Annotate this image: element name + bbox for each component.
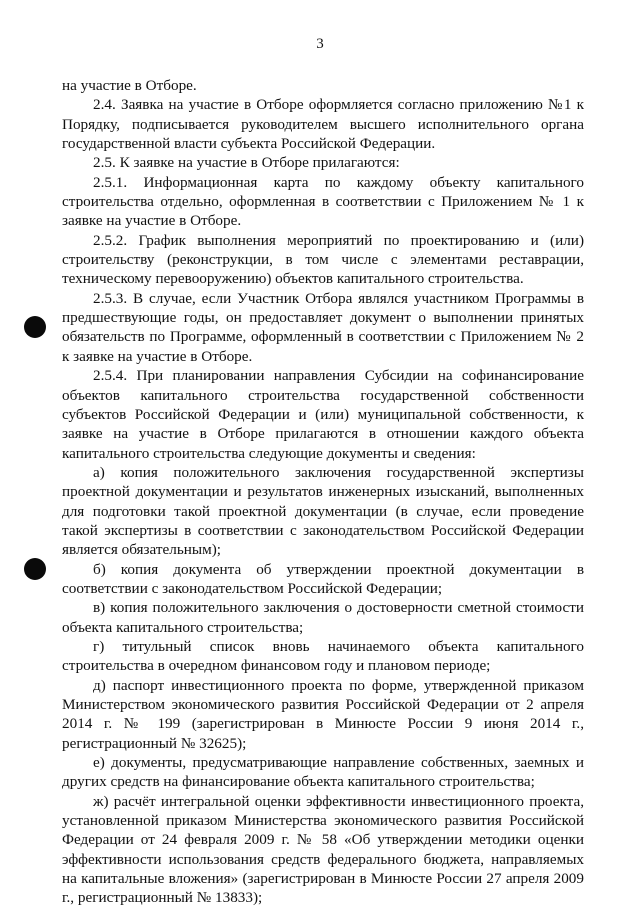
list-item-v: в) копия положительного заключения о достоверности сметной стоимости объекта капитального строительства; xyxy=(62,599,584,636)
page-number: 3 xyxy=(316,36,324,52)
list-item-a: а) копия положительного заключения государственной экспертизы проектной документации и результатов инженерных изысканий, выполненных для подготовки такой проектной документации (в случае, если проведение такой экспертизы в соответствии с законодательством Российской Федерации является обязательным); xyxy=(62,463,584,559)
list-item-b: б) копия документа об утверждении проектной документации в соответствии с законодательством Российской Федерации; xyxy=(62,560,584,597)
list-item-g: г) титульный список вновь начинаемого объекта капитального строительства в очередном финансовом году и плановом периоде; xyxy=(62,637,584,675)
list-item-d: д) паспорт инвестиционного проекта по форме, утвержденной приказом Министерством экономического развития Российской Федерации от 2 апреля 2014 г. № 199 (зарегистрирован в Минюсте России 9 июня 2014 г., регистрационный № 32625); xyxy=(62,676,584,752)
paragraph-2-5-2: 2.5.2. График выполнения мероприятий по проектированию и (или) строительству (реконструкции, в том числе с элементами реставрации, техническому перевооружению) объектов капитального строительства. xyxy=(62,231,584,288)
paragraph-continuation: на участие в Отборе. xyxy=(62,77,197,94)
list-item-zh: ж) расчёт интегральной оценки эффективности инвестиционного проекта, установленной приказом Министерства экономического развития Российской Федерации от 24 февраля 2009 г. № 58 «Об утверждении методики оценки эффективности использования средств федерального бюджета, направляемых на капитальные вложения» (зарегистрирован в Минюсте России 27 апреля 2009 г., регистрационный № 13833); xyxy=(62,792,584,907)
paragraph-2-5-1: 2.5.1. Информационная карта по каждому объекту капитального строительства отдельно, оформленная в соответствии с Приложением № 1 к заявке на участие в Отборе. xyxy=(62,173,584,230)
punch-hole-mark xyxy=(24,558,46,580)
list-item-e: е) документы, предусматривающие направление собственных, заемных и других средств на финансирование объекта капитального строительства; xyxy=(62,754,584,791)
punch-hole-mark xyxy=(24,316,46,338)
paragraph-2-5: 2.5. К заявке на участие в Отборе прилагаются: xyxy=(93,154,400,172)
paragraph-2-5-4: 2.5.4. При планировании направления Субсидии на софинансирование объектов капитального строительства государственной собственности субъектов Российской Федерации и (или) муниципальной собственности, к заявке на участие в Отборе прилагаются в отношении каждого объекта капитального строительства следующие документы и сведения: xyxy=(62,367,584,462)
paragraph-2-4: 2.4. Заявка на участие в Отборе оформляется согласно приложению №1 к Порядку, подписывается руководителем высшего исполнительного органа государственной власти субъекта Российской Федерации. xyxy=(62,96,584,153)
document-body xyxy=(62,76,584,908)
paragraph-2-5-3: 2.5.3. В случае, если Участник Отбора являлся участником Программы в предшествующие годы, он предоставляет документ о выполнении принятых обязательств по Программе, оформленный в соответствии с Приложением № 2 к заявке на участие в Отборе. xyxy=(62,289,584,365)
